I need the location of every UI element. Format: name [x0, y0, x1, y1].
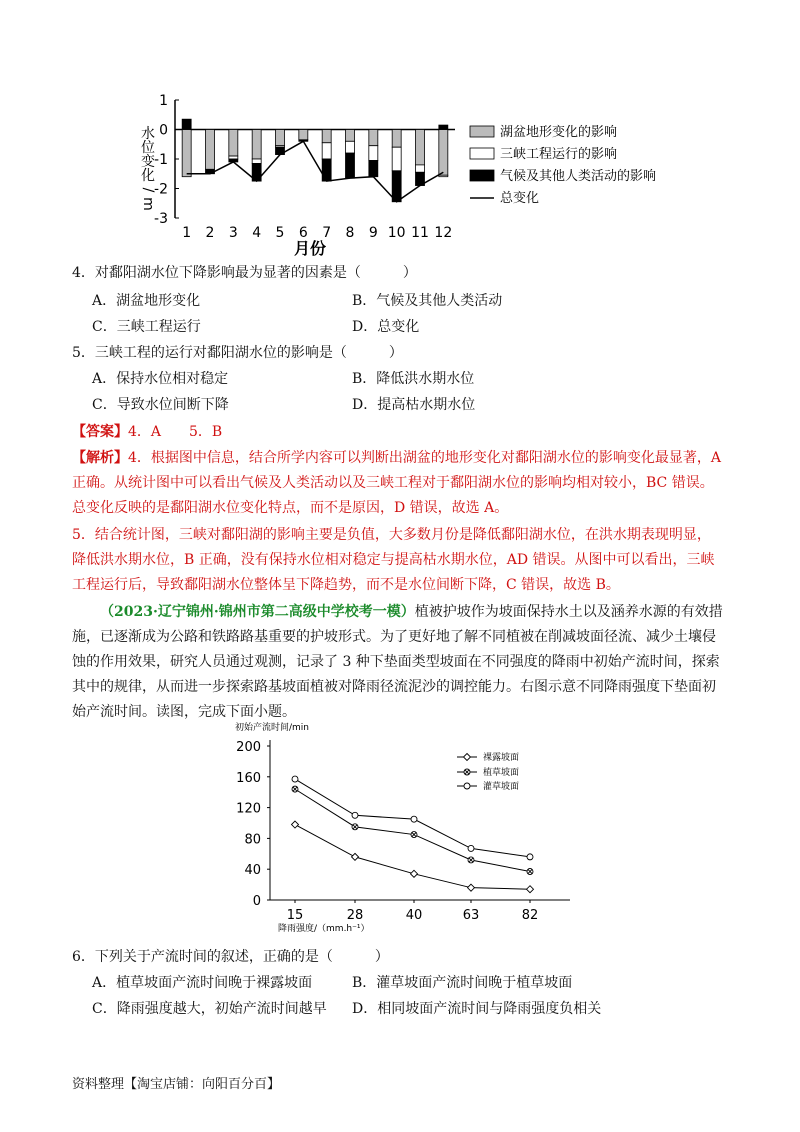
y-axis-label-char: 位	[141, 140, 155, 156]
legend-label: 湖盆地形变化的影响	[500, 125, 618, 140]
data-point	[527, 869, 533, 875]
data-point	[411, 870, 418, 877]
data-point	[352, 812, 358, 818]
legend-label: 裸露坡面	[483, 753, 520, 763]
passage-line-2: 施，已逐渐成为公路和铁路路基重要的护坡形式。为了更好地了解不同植被在削减坡面径流、减少土壤侵	[72, 629, 716, 645]
analysis-line-3: 总变化反映的是鄱阳湖水位变化特点，而不是原因，D 错误，故选 A。	[72, 500, 509, 516]
water-level-change-chart	[130, 90, 690, 260]
bar-segment	[299, 130, 308, 140]
data-point	[464, 783, 470, 789]
chart1-legend	[470, 124, 656, 206]
data-point	[292, 786, 298, 792]
data-point	[468, 845, 474, 851]
y-tick-label: -2	[154, 181, 168, 198]
y-tick-label: 1	[159, 93, 168, 109]
bar-segment	[182, 119, 191, 129]
data-point	[411, 816, 417, 822]
legend-label: 植草坡面	[483, 768, 520, 778]
data-point	[464, 769, 470, 775]
chart1-axes	[154, 93, 455, 258]
bar-segment	[322, 143, 331, 159]
analysis-line-1: 【解析】4．根据图中信息，结合所学内容可以判断出湖盆的地形变化对鄱阳湖水位的影响变化最显著，A	[72, 450, 722, 466]
q4-option-c: C．三峡工程运行	[92, 319, 201, 335]
x-tick-label: 28	[346, 908, 364, 923]
q5-option-d: D．提高枯水期水位	[352, 397, 476, 413]
legend-label: 三峡工程运行的影响	[500, 147, 618, 162]
data-point	[352, 853, 359, 860]
q5-option-b: B．降低洪水期水位	[352, 371, 475, 387]
x-tick-label: 12	[434, 225, 453, 241]
q6-option-d: D．相同坡面产流时间与降雨强度负相关	[352, 1001, 602, 1017]
legend-label: 总变化	[500, 191, 540, 206]
passage-source: （2023·辽宁锦州·锦州市第二高级中学校考一模）	[100, 604, 415, 620]
analysis-line-5: 降低洪水期水位，B 正确，没有保持水位相对稳定与提高枯水期水位，AD 错误。从图中可以看出，三峡	[72, 552, 715, 568]
y-tick-label: 80	[244, 832, 261, 848]
y-axis-label-char: 变	[141, 154, 155, 170]
x-tick-label: 11	[411, 225, 429, 241]
y-axis-label-char: 水	[141, 126, 155, 142]
x-tick-label: 15	[286, 908, 304, 923]
bar-segment	[229, 130, 238, 157]
answer-tag: 【答案】	[72, 424, 128, 440]
bar-segment	[252, 130, 261, 160]
q5-option-a: A．保持水位相对稳定	[92, 371, 229, 387]
total-change-line	[187, 141, 444, 201]
chart1-total-line	[187, 141, 444, 201]
y-tick-label: 200	[236, 740, 261, 755]
x-tick-label: 4	[252, 225, 262, 241]
y-axis-label-char: 化	[141, 168, 155, 184]
answer-block	[72, 421, 222, 441]
data-point	[292, 821, 299, 828]
x-tick-label: 63	[462, 908, 480, 923]
x-tick-label: 5	[275, 225, 285, 241]
bar-segment	[322, 159, 331, 181]
question-4-stem: 4．对鄱阳湖水位下降影响最为显著的因素是（ ）	[72, 265, 417, 281]
bar-segment	[346, 130, 355, 142]
x-tick-label: 10	[387, 225, 406, 241]
analysis-tag: 【解析】	[72, 450, 128, 466]
legend-swatch	[470, 126, 494, 137]
bar-segment	[229, 156, 238, 159]
footer-source: 资料整理【淘宝店铺：向阳百分百】	[72, 1077, 281, 1092]
bar-segment	[346, 141, 355, 153]
analysis-line-6: 工程运行后，导致鄱阳湖水位整体呈下降趋势，而不是水位间断下降，C 错误，故选 B。	[72, 577, 620, 593]
q6-option-b: B．灌草坡面产流时间晚于植草坡面	[352, 975, 573, 991]
chart2-legend	[457, 751, 519, 792]
bar-segment	[416, 165, 425, 172]
bar-segment	[346, 153, 355, 178]
x-tick-label: 6	[298, 225, 308, 241]
y-tick-label: 120	[236, 801, 261, 817]
data-point	[527, 886, 534, 893]
passage-line-4: 其中的规律，从而进一步探索路基坡面植被对降雨径流泥沙的调控能力。右图示意不同降雨强度下垫面初	[72, 679, 716, 695]
series-line	[295, 789, 530, 871]
question-6-stem: 6．下列关于产流时间的叙述，正确的是（ ）	[72, 949, 389, 965]
x-tick-label: 1	[182, 225, 192, 241]
bar-segment	[392, 171, 401, 202]
legend-swatch	[470, 148, 494, 159]
q4-option-b: B．气候及其他人类活动	[352, 293, 503, 309]
x-tick-label: 3	[228, 225, 238, 241]
y-tick-label: 0	[159, 122, 168, 139]
data-point	[411, 832, 417, 838]
q6-option-c: C．降雨强度越大，初始产流时间越早	[92, 1001, 327, 1017]
bar-segment	[392, 130, 401, 148]
analysis-line-4: 5．结合统计图，三峡对鄱阳湖的影响主要是负值，大多数月份是降低鄱阳湖水位，在洪水期表现明显，	[72, 527, 711, 543]
q4-option-d: D．总变化	[352, 319, 420, 335]
chart2-axes	[235, 721, 570, 934]
data-point	[468, 884, 475, 891]
bar-segment	[369, 130, 378, 146]
legend-label: 灌草坡面	[483, 782, 520, 792]
x-tick-label: 8	[345, 225, 355, 241]
question-5-stem: 5．三峡工程的运行对鄱阳湖水位的影响是（ ）	[72, 345, 403, 361]
bar-segment	[439, 175, 448, 176]
passage-line-3: 蚀的作用效果，研究人员通过观测，记录了 3 种下垫面类型坡面在不同强度的降雨中初始产流时间，探索	[72, 654, 720, 670]
x-tick-label: 40	[405, 908, 423, 923]
runoff-time-chart	[225, 718, 585, 940]
data-point	[468, 857, 474, 863]
analysis-line-2: 正确。从统计图中可以看出气候及人类活动以及三峡工程对于鄱阳湖水位的影响均相对较小，BC 错误。	[72, 475, 714, 491]
x-tick-label: 2	[205, 225, 215, 241]
x-tick-label: 9	[368, 225, 378, 241]
legend-label: 气候及其他人类活动的影响	[500, 169, 657, 184]
bar-segment	[322, 130, 331, 143]
y-axis-label: 初始产流时间/min	[235, 723, 310, 733]
data-point	[464, 754, 471, 761]
bar-segment	[439, 125, 448, 129]
chart2-series	[292, 776, 534, 893]
data-point	[527, 854, 533, 860]
x-tick-label: 82	[521, 908, 539, 923]
x-tick-label: 7	[322, 225, 332, 241]
bar-segment	[439, 130, 448, 176]
passage-line-5: 始产流时间。读图，完成下面小题。	[72, 704, 296, 720]
bar-segment	[276, 130, 285, 146]
y-tick-label: 0	[252, 894, 261, 909]
bar-segment	[369, 160, 378, 176]
q6-option-a: A．植草坡面产流时间晚于裸露坡面	[92, 975, 313, 991]
q5-option-c: C．导致水位间断下降	[92, 397, 229, 413]
y-tick-label: 40	[244, 863, 261, 879]
y-axis-label-char: /	[140, 187, 156, 193]
bar-segment	[392, 147, 401, 171]
passage-line-1: （2023·辽宁锦州·锦州市第二高级中学校考一模）植被护坡作为坡面保持水土以及涵养水源的有效措	[100, 604, 723, 620]
y-tick-label: -1	[154, 152, 168, 168]
y-axis-label-char: m	[140, 197, 156, 211]
legend-swatch	[470, 170, 494, 181]
y-tick-label: 160	[236, 770, 261, 786]
q4-option-a: A．湖盆地形变化	[92, 293, 201, 309]
data-point	[352, 824, 358, 830]
answer-text: 4．A 5．B	[128, 424, 223, 440]
y-tick-label: -3	[154, 211, 168, 227]
bar-segment	[252, 159, 261, 163]
data-point	[292, 776, 298, 782]
bar-segment	[369, 146, 378, 161]
x-axis-label: 月份	[293, 239, 327, 258]
x-axis-label: 降雨强度/（mm.h⁻¹）	[278, 924, 370, 934]
bar-segment	[416, 130, 425, 165]
bar-segment	[206, 130, 215, 170]
bar-segment	[182, 130, 191, 177]
